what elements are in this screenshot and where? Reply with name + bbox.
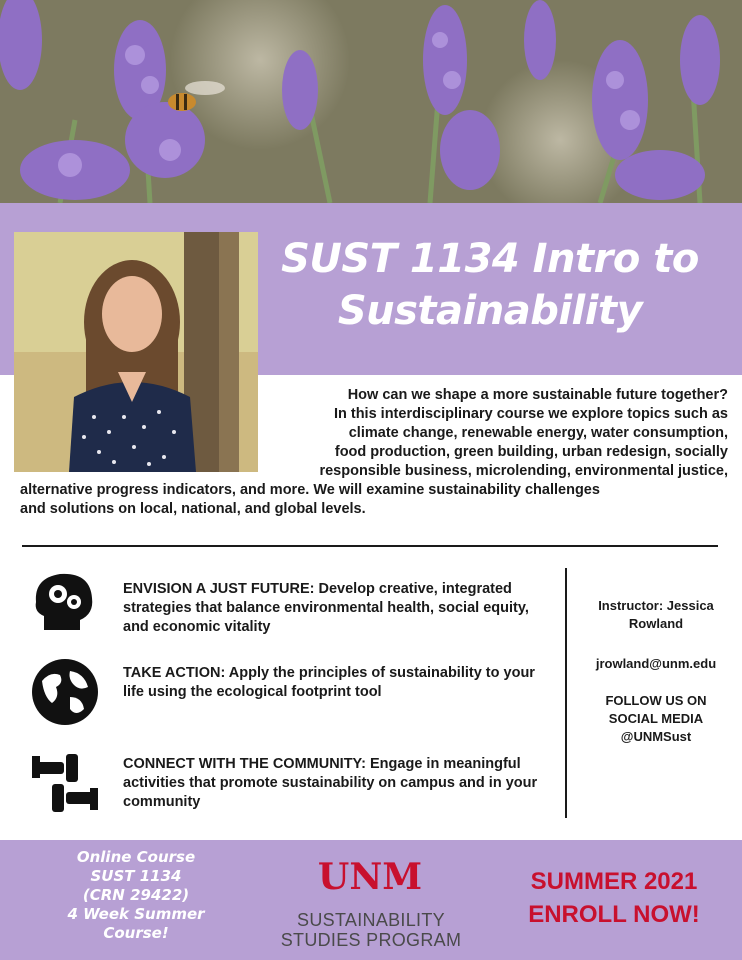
unm-logo-text: UNM	[317, 856, 423, 898]
follow-line: SOCIAL MEDIA	[608, 711, 704, 726]
feature-description: Apply the principles of sustainability to your life using the ecological footprint tool	[123, 665, 535, 700]
program-line: STUDIES PROGRAM	[280, 930, 462, 950]
online-line: Online Course	[76, 848, 196, 866]
program-line: SUSTAINABILITY	[297, 910, 445, 930]
intro-paragraph-top	[200, 386, 728, 481]
enroll-now-label[interactable]: ENROLL NOW!	[528, 901, 700, 928]
feature-description: Develop creative, integrated strategies that balance environmental health, social equity, and economic vitality	[123, 581, 529, 635]
intro-paragraph-bottom	[20, 481, 730, 519]
instructor-name: Rowland	[628, 616, 684, 631]
enroll-callout	[496, 865, 732, 931]
online-line: Course!	[103, 924, 169, 942]
feature-take-action	[123, 664, 543, 702]
vertical-divider	[565, 568, 567, 818]
follow-line: FOLLOW US ON	[605, 693, 707, 708]
feature-envision	[123, 580, 543, 637]
horizontal-divider	[22, 545, 718, 547]
social-handle[interactable]: @UNMSust	[620, 729, 692, 744]
feature-heading: TAKE ACTION:	[123, 665, 226, 681]
online-line: (CRN 29422)	[82, 886, 190, 904]
intro-line: alternative progress indicators, and more. We will examine sustainability challenges	[20, 482, 600, 498]
summer-label: SUMMER 2021	[530, 868, 698, 895]
intro-line: climate change, renewable energy, water consumption,	[348, 425, 728, 441]
page-title: SUST 1134 Intro to Sustainability	[281, 236, 699, 334]
joined-hands-icon	[30, 748, 100, 818]
feature-connect	[123, 755, 543, 812]
instructor-line: Instructor: Jessica	[598, 598, 714, 613]
intro-line: food production, green building, urban redesign, socially	[334, 444, 728, 460]
program-name	[266, 910, 476, 950]
intro-line: responsible business, microlending, environmental justice,	[319, 463, 728, 479]
intro-line: In this interdisciplinary course we explore topics such as	[333, 406, 728, 422]
feature-description: Engage in meaningful activities that promote sustainability on campus and in your community	[123, 756, 538, 810]
social-media-info	[578, 692, 734, 746]
online-line: SUST 1134	[90, 867, 182, 885]
feature-heading: CONNECT WITH THE COMMUNITY:	[123, 756, 366, 772]
hero-lavender-photo	[0, 0, 742, 203]
unm-logo	[317, 851, 423, 898]
instructor-email[interactable]: jrowland@unm.edu	[595, 656, 717, 671]
intro-line: and solutions on local, national, and global levels.	[20, 501, 366, 517]
online-line: 4 Week Summer	[67, 905, 205, 923]
feature-heading: ENVISION A JUST FUTURE:	[123, 581, 315, 597]
globe-icon	[30, 657, 100, 727]
head-gears-icon	[30, 568, 100, 638]
online-course-info	[48, 848, 224, 943]
intro-line: How can we shape a more sustainable future together?	[347, 387, 728, 403]
instructor-info	[578, 597, 734, 633]
